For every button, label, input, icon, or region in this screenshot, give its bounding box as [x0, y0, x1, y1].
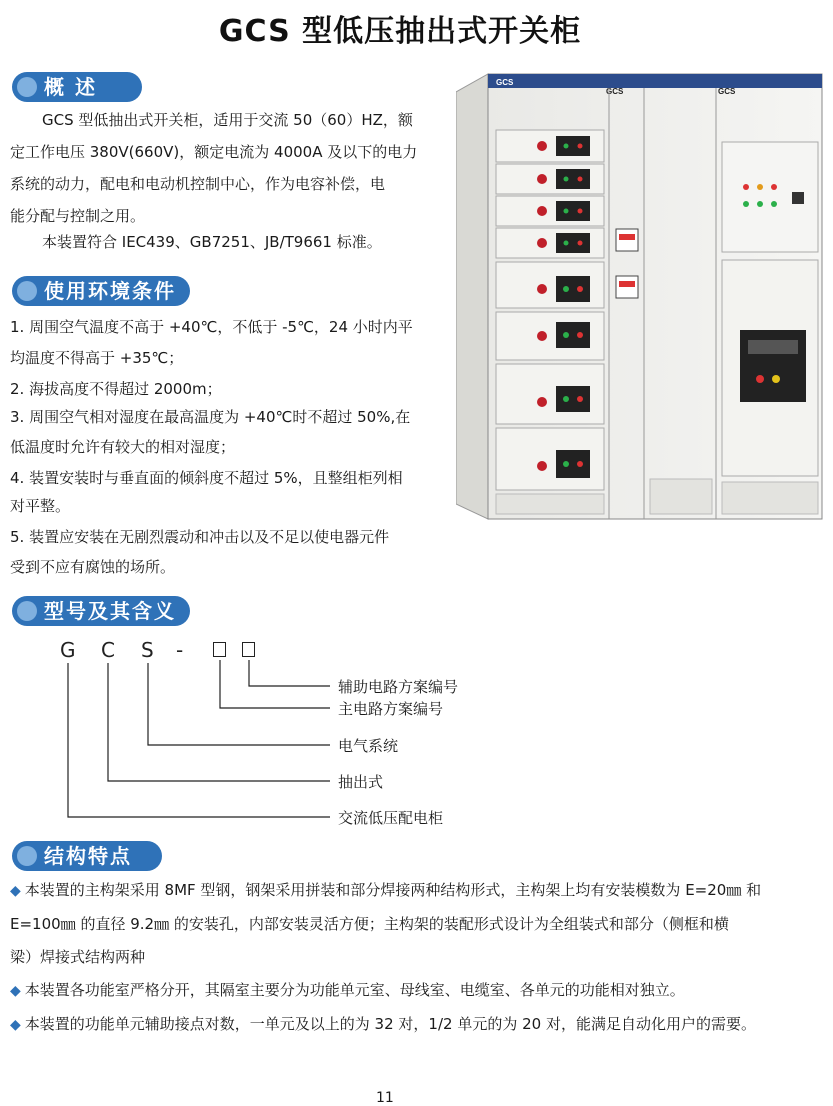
model-leader-lines	[0, 655, 340, 825]
feature-item-continued: 梁）焊接式结构两种	[10, 948, 146, 966]
environment-line: 3. 周围空气相对湿度在最高温度为 +40℃时不超过 50%,在	[10, 408, 411, 426]
overview-line: 系统的动力，配电和电动机控制中心，作为电容补偿，电	[10, 175, 386, 193]
meaning-ac-lv-cabinet: 交流低压配电柜	[338, 809, 444, 827]
environment-line: 4. 装置安装时与垂直面的倾斜度不超过 5%，且整组柜列相	[10, 469, 403, 487]
model-dash: -	[176, 638, 186, 662]
meaning-main-circuit: 主电路方案编号	[338, 700, 444, 718]
environment-line: 均温度不得高于 +35℃；	[10, 349, 184, 367]
meaning-draw-out: 抽出式	[338, 773, 384, 791]
environment-line: 对平整。	[10, 497, 71, 515]
overview-line: 定工作电压 380V(660V)，额定电流为 4000A 及以下的电力	[10, 143, 418, 161]
meaning-electrical-system: 电气系统	[338, 737, 399, 755]
cabinet-label: GCS	[718, 87, 736, 96]
page-number: 11	[376, 1090, 394, 1106]
diamond-bullet-icon: ◆	[10, 1017, 21, 1033]
section-heading-model: 型号及其含义	[12, 596, 190, 626]
meaning-aux-circuit: 辅助电路方案编号	[338, 678, 459, 696]
environment-line: 1. 周围空气温度不高于 +40℃，不低于 -5℃，24 小时内平	[10, 318, 413, 336]
diamond-bullet-icon: ◆	[10, 983, 21, 999]
environment-line: 2. 海拔高度不得超过 2000m；	[10, 380, 222, 398]
model-letter-s: S	[141, 638, 156, 662]
section-heading-overview: 概 述	[12, 72, 142, 102]
cabinet-photo	[456, 64, 824, 524]
feature-item: ◆ 本装置的主构架采用 8MF 型钢，钢架采用拼装和部分焊接两种结构形式，主构架上均有安装模数为 E=20㎜ 和	[10, 881, 762, 899]
model-letter-g: G	[60, 638, 78, 662]
overview-line: 能分配与控制之用。	[10, 207, 146, 225]
diamond-bullet-icon: ◆	[10, 883, 21, 899]
environment-line: 受到不应有腐蚀的场所。	[10, 558, 176, 576]
environment-line: 5. 装置应安装在无剧烈震动和冲击以及不足以使电器元件	[10, 528, 390, 546]
environment-line: 低温度时允许有较大的相对湿度；	[10, 438, 236, 456]
feature-item: ◆ 本装置各功能室严格分开，其隔室主要分为功能单元室、母线室、电缆室、各单元的功能相对独立。	[10, 981, 685, 999]
feature-item: ◆ 本装置的功能单元辅助接点对数，一单元及以上的为 32 对，1/2 单元的为 20 对，能满足自动化用户的需要。	[10, 1015, 756, 1033]
model-letter-c: C	[101, 638, 117, 662]
cabinet-label: GCS	[606, 87, 624, 96]
section-heading-features: 结构特点	[12, 841, 162, 871]
section-heading-environment: 使用环境条件	[12, 276, 190, 306]
cabinet-label: GCS	[496, 78, 514, 87]
overview-line: GCS 型低抽出式开关柜，适用于交流 50（60）HZ，额	[42, 111, 413, 129]
overview-standard-line: 本装置符合 IEC439、GB7251、JB/T9661 标准。	[42, 233, 382, 251]
page-title: GCS 型低压抽出式开关柜	[218, 14, 582, 49]
feature-item-continued: E=100㎜ 的直径 9.2㎜ 的安装孔，内部安装灵活方便；主构架的装配形式设计为全组装式和部分（侧框和横	[10, 915, 729, 933]
